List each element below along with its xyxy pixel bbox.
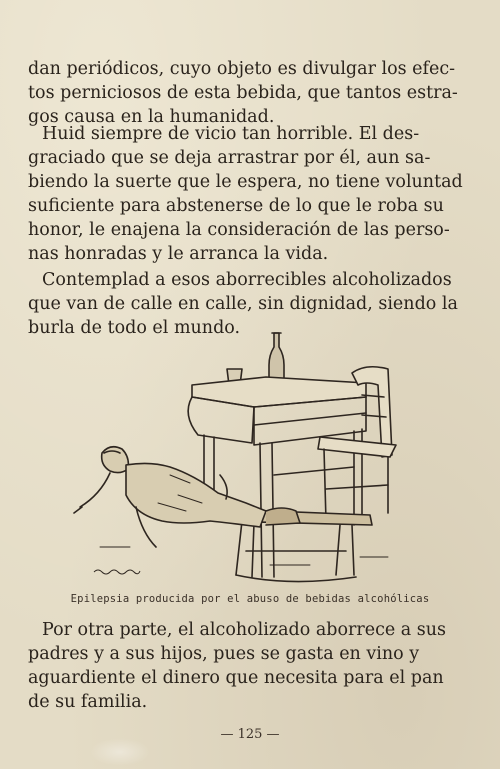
- illustration-drunk-man-under-table: [70, 325, 400, 590]
- paragraph-4: [28, 618, 468, 714]
- artist-signature: [92, 566, 142, 576]
- text-line: de su familia.: [28, 692, 148, 712]
- text-line: burla de todo el mundo.: [28, 318, 241, 338]
- text-line: nas honradas y le arranca la vida.: [28, 244, 329, 264]
- text-line: tos perniciosos de esta bebida, que tantos estra-: [28, 83, 458, 103]
- paragraph-2: [28, 122, 468, 266]
- page-number: — 125 —: [220, 727, 280, 742]
- paper-stain: [90, 738, 150, 766]
- text-line: graciado que se deja arrastrar por él, aun sa-: [28, 148, 431, 168]
- illustration-caption: Epilepsia producida por el abuso de bebidas alcohólicas: [70, 593, 430, 605]
- text-line: aguardiente el dinero que necesita para el pan: [28, 668, 444, 688]
- text-line: Huid siempre de vicio tan horrible. El des-: [42, 124, 420, 144]
- text-line: suficiente para abstenerse de lo que le roba su: [28, 196, 444, 216]
- floor-shading: [100, 547, 388, 565]
- paragraph-1: [28, 57, 468, 129]
- text-line: gos causa en la humanidad.: [28, 107, 275, 127]
- text-line: que van de calle en calle, sin dignidad, siendo la: [28, 294, 458, 314]
- table-icon: [188, 377, 366, 577]
- text-line: Por otra parte, el alcoholizado aborrece a sus: [42, 620, 447, 640]
- man-figure: [74, 447, 300, 547]
- text-line: dan periódicos, cuyo objeto es divulgar los efec-: [28, 59, 456, 79]
- text-line: biendo la suerte que le espera, no tiene voluntad: [28, 172, 463, 192]
- text-line: padres y a sus hijos, pues se gasta en vino y: [28, 644, 420, 664]
- text-line: Contemplad a esos aborrecibles alcoholizados: [42, 270, 452, 290]
- text-line: honor, le enajena la consideración de las perso-: [28, 220, 450, 240]
